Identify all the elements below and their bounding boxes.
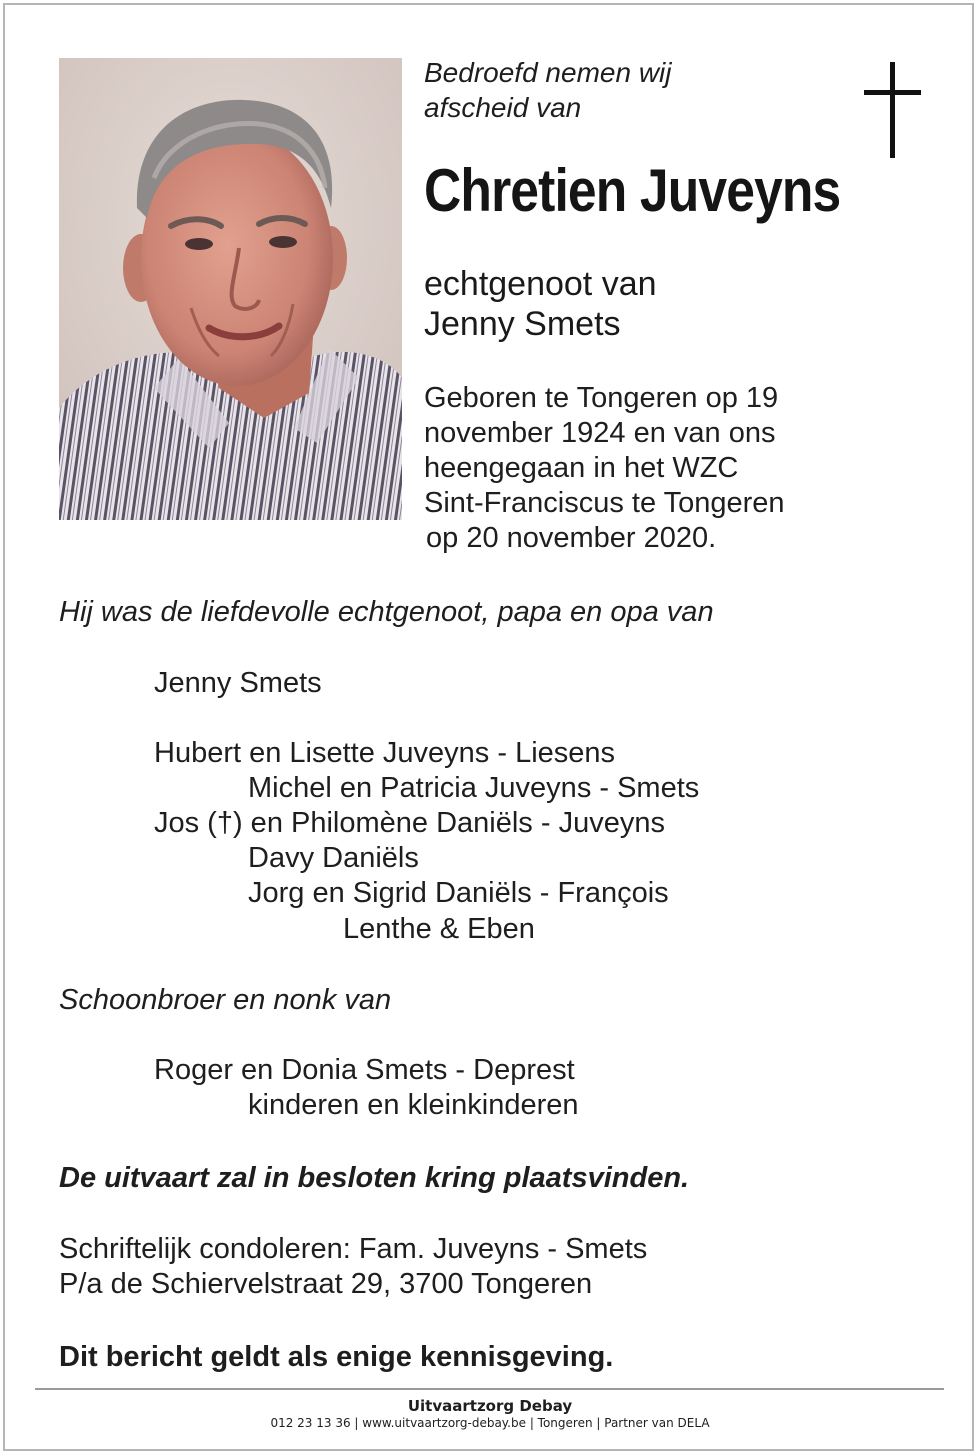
intro-line-1: Bedroefd nemen wij (424, 57, 672, 88)
family-member: Lenthe & Eben (343, 913, 535, 945)
inlaws-intro: Schoonbroer en nonk van (59, 984, 392, 1016)
deceased-name: Chretien Juveyns (424, 157, 841, 224)
footer-divider (35, 1388, 944, 1390)
footer-contact-info: 012 23 13 36 | www.uitvaartzorg-debay.be | Tongeren | Partner van DELA (270, 1416, 710, 1430)
family-member: Davy Daniëls (248, 842, 419, 874)
birth-line: op 20 november 2020. (426, 522, 717, 554)
official-notice: Dit bericht geldt als enige kennisgeving. (59, 1341, 614, 1373)
intro-text (424, 55, 804, 125)
birth-line: heengegaan in het WZC (424, 452, 739, 484)
intro-line-2: afscheid van (424, 92, 582, 123)
funeral-notice: De uitvaart zal in besloten kring plaatsvinden. (59, 1162, 690, 1194)
family-intro: Hij was de liefdevolle echtgenoot, papa en opa van (59, 596, 714, 628)
inlaw-member: Roger en Donia Smets - Deprest (154, 1054, 575, 1086)
birth-death-info (424, 381, 785, 556)
footer-company: Uitvaartzorg Debay (407, 1397, 573, 1415)
inlaw-member: kinderen en kleinkinderen (248, 1089, 579, 1121)
family-member: Michel en Patricia Juveyns - Smets (248, 772, 700, 804)
condolence-line-2: P/a de Schiervelstraat 29, 3700 Tongeren (59, 1268, 593, 1300)
spouse-line-1: echtgenoot van (424, 265, 657, 303)
cross-icon (864, 62, 921, 158)
family-member: Hubert en Lisette Juveyns - Liesens (154, 737, 616, 769)
family-member: Jenny Smets (154, 667, 322, 699)
birth-line: Sint-Franciscus te Tongeren (424, 487, 785, 519)
condolence-line-1: Schriftelijk condoleren: Fam. Juveyns - Smets (59, 1233, 648, 1265)
birth-line: Geboren te Tongeren op 19 (424, 382, 779, 414)
spouse-block (424, 264, 657, 344)
condolence-address (59, 1232, 647, 1302)
family-member: Jos (†) en Philomène Daniëls - Juveyns (154, 807, 665, 839)
birth-line: november 1924 en van ons (424, 417, 776, 449)
spouse-line-2: Jenny Smets (424, 305, 621, 343)
portrait-photo (59, 58, 402, 520)
family-member: Jorg en Sigrid Daniëls - François (248, 877, 669, 909)
